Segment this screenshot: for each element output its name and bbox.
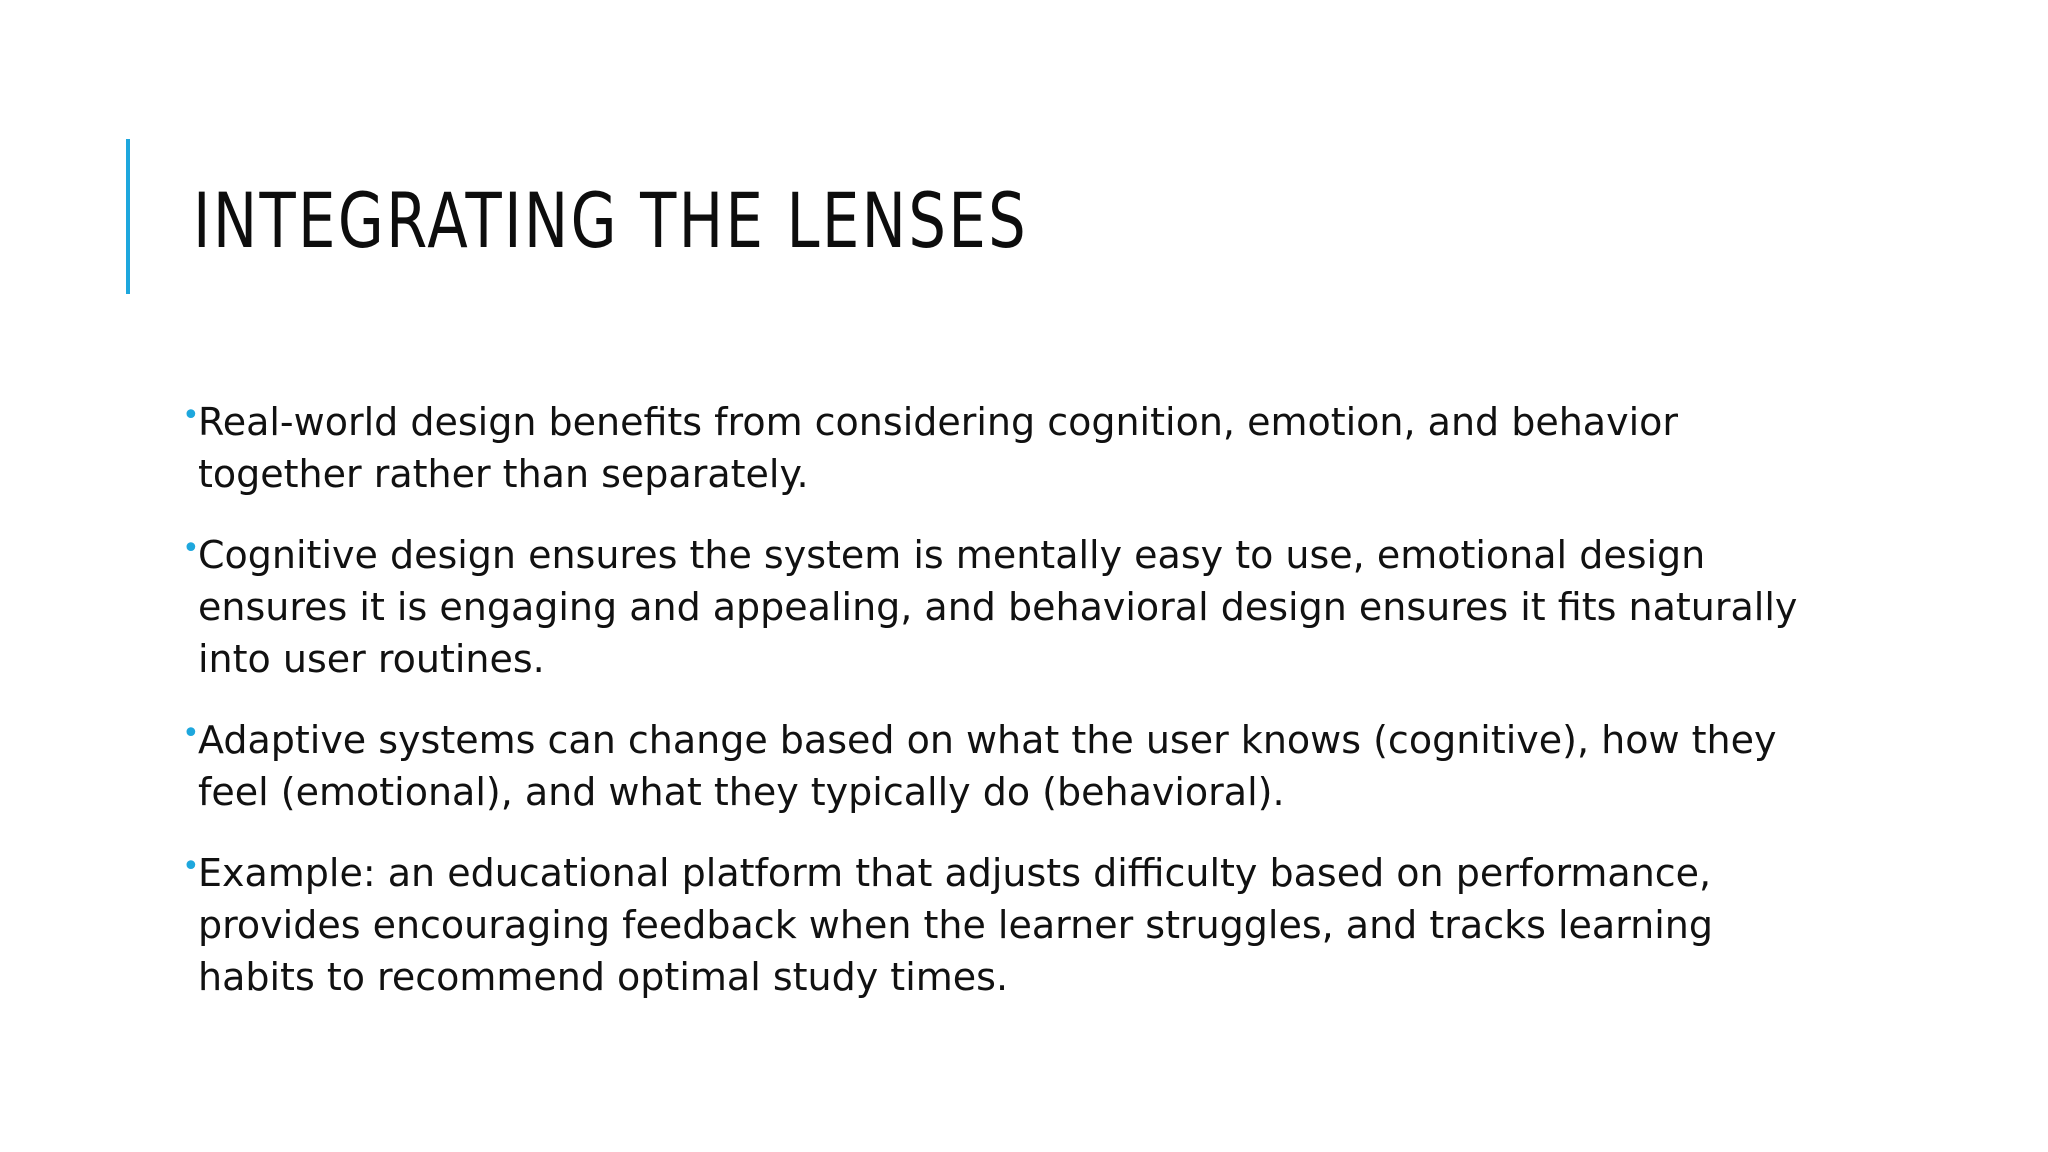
- bullet-dot-icon: •: [182, 531, 200, 566]
- bullet-item: [182, 529, 1822, 685]
- bullet-list: [182, 396, 1822, 1032]
- slide-title: INTEGRATING THE LENSES: [193, 176, 1029, 265]
- bullet-text: Cognitive design ensures the system is mentally easy to use, emotional design ensures it is engaging and appealing, and behavioral design ensures it fits naturally into user routines.: [198, 533, 1798, 681]
- bullet-text: Adaptive systems can change based on what the user knows (cognitive), how they feel (emotional), and what they typically do (behavioral).: [198, 718, 1777, 814]
- title-accent-bar: [126, 139, 130, 294]
- bullet-item: [182, 847, 1822, 1003]
- bullet-item: [182, 396, 1822, 500]
- bullet-dot-icon: •: [182, 398, 200, 433]
- bullet-item: [182, 714, 1822, 818]
- bullet-text: Real-world design benefits from considering cognition, emotion, and behavior together rather than separately.: [198, 400, 1679, 496]
- bullet-dot-icon: •: [182, 849, 200, 884]
- bullet-text: Example: an educational platform that adjusts difficulty based on performance, provides encouraging feedback when the learner struggles, and tracks learning habits to recommend optimal study times.: [198, 851, 1713, 999]
- bullet-dot-icon: •: [182, 716, 200, 751]
